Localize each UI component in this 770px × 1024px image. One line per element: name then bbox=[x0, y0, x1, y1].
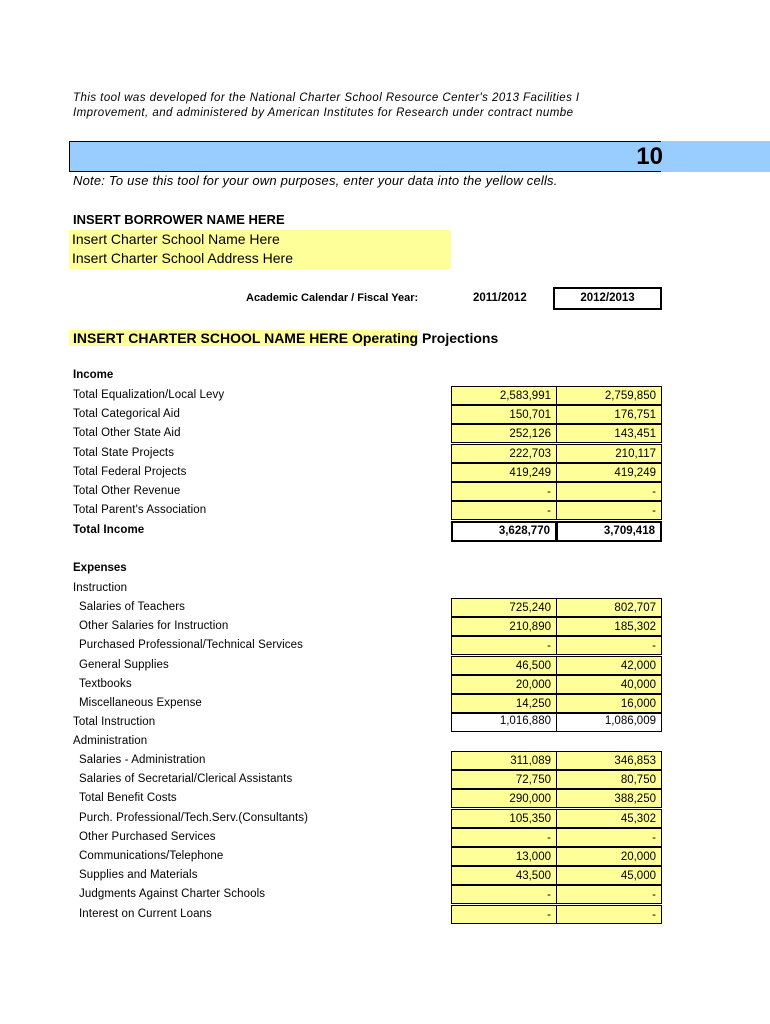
row-label: Other Salaries for Instruction bbox=[79, 620, 229, 633]
row-label: Total Other Revenue bbox=[73, 485, 181, 497]
row-label: Miscellaneous Expense bbox=[79, 697, 202, 709]
total-cell-year-1: 1,016,880 bbox=[451, 713, 557, 732]
value-cell-year-2[interactable]: 388,250 bbox=[556, 789, 662, 808]
row-label: Total State Projects bbox=[73, 446, 175, 459]
row-label: Supplies and Materials bbox=[79, 869, 198, 882]
value-cell-year-1[interactable]: 105,350 bbox=[451, 809, 557, 828]
value-cell-year-1[interactable]: - bbox=[451, 905, 557, 924]
year-2-header[interactable]: 2012/2013 bbox=[553, 287, 662, 310]
value-cell-year-1[interactable]: - bbox=[451, 828, 557, 847]
row-label: Other Purchased Services bbox=[79, 830, 216, 843]
calendar-label: Academic Calendar / Fiscal Year: bbox=[246, 292, 419, 304]
value-cell-year-1[interactable]: 2,583,991 bbox=[451, 386, 557, 405]
value-cell-year-1[interactable]: 14,250 bbox=[451, 694, 557, 713]
value-cell-year-2[interactable]: - bbox=[556, 905, 662, 924]
row-label: Textbooks bbox=[79, 677, 132, 690]
value-cell-year-2[interactable]: 42,000 bbox=[556, 656, 662, 675]
expenses-header: Expenses bbox=[73, 562, 127, 574]
intro-line-2: Improvement, and administered by American Institutes for Research under contract numbe bbox=[73, 107, 574, 119]
borrower-title: INSERT BORROWER NAME HERE bbox=[73, 212, 285, 227]
row-label: Judgments Against Charter Schools bbox=[79, 888, 266, 901]
value-cell-year-2[interactable]: 210,117 bbox=[556, 444, 662, 463]
total-cell-year-1: 3,628,770 bbox=[451, 521, 557, 542]
value-cell-year-1[interactable]: 43,500 bbox=[451, 866, 557, 885]
row-label: Total Equalization/Local Levy bbox=[73, 389, 225, 401]
total-cell-year-2: 3,709,418 bbox=[556, 521, 662, 542]
note-text: Note: To use this tool for your own purposes, enter your data into the yellow cells. bbox=[73, 173, 558, 188]
row-label: Total Federal Projects bbox=[73, 465, 187, 478]
year-1-header: 2011/2012 bbox=[473, 292, 527, 304]
value-cell-year-2[interactable]: - bbox=[556, 828, 662, 847]
value-cell-year-1[interactable]: 13,000 bbox=[451, 847, 557, 866]
value-cell-year-2[interactable]: 802,707 bbox=[556, 598, 662, 617]
banner-number: 10 bbox=[636, 143, 663, 170]
value-cell-year-2[interactable]: 20,000 bbox=[556, 847, 662, 866]
row-label: Purchased Professional/Technical Services bbox=[79, 639, 303, 652]
intro-line-1: This tool was developed for the National Charter School Resource Center's 2013 Facilities I bbox=[73, 92, 580, 104]
value-cell-year-1[interactable]: - bbox=[451, 501, 557, 520]
value-cell-year-2[interactable]: 2,759,850 bbox=[556, 386, 662, 405]
value-cell-year-2[interactable]: 40,000 bbox=[556, 675, 662, 694]
row-label: Salaries - Administration bbox=[79, 754, 206, 766]
section-title bbox=[69, 328, 498, 348]
value-cell-year-1[interactable]: 419,249 bbox=[451, 463, 557, 482]
row-label: Salaries of Teachers bbox=[79, 601, 185, 613]
value-cell-year-1[interactable]: - bbox=[451, 885, 557, 904]
value-cell-year-1[interactable]: 725,240 bbox=[451, 598, 557, 617]
value-cell-year-2[interactable]: 45,000 bbox=[556, 866, 662, 885]
school-address-cell[interactable]: Insert Charter School Address Here bbox=[69, 249, 451, 269]
value-cell-year-2[interactable]: - bbox=[556, 636, 662, 655]
value-cell-year-1[interactable]: 46,500 bbox=[451, 656, 557, 675]
value-cell-year-1[interactable]: 150,701 bbox=[451, 405, 557, 424]
row-label: General Supplies bbox=[79, 658, 169, 671]
value-cell-year-1[interactable]: - bbox=[451, 482, 557, 501]
row-label: Salaries of Secretarial/Clerical Assistants bbox=[79, 773, 293, 786]
row-label: Purch. Professional/Tech.Serv.(Consultants) bbox=[79, 811, 309, 824]
income-header: Income bbox=[73, 369, 114, 381]
value-cell-year-1[interactable]: 72,750 bbox=[451, 770, 557, 789]
value-cell-year-2[interactable]: - bbox=[556, 885, 662, 904]
row-label: Total Parent's Association bbox=[73, 504, 207, 517]
value-cell-year-2[interactable]: 80,750 bbox=[556, 770, 662, 789]
value-cell-year-2[interactable]: 143,451 bbox=[556, 424, 662, 443]
value-cell-year-1[interactable]: - bbox=[451, 636, 557, 655]
value-cell-year-1[interactable]: 290,000 bbox=[451, 789, 557, 808]
total-cell-year-2: 1,086,009 bbox=[556, 713, 662, 732]
banner-extension bbox=[661, 141, 770, 172]
instruction-header: Instruction bbox=[73, 582, 128, 594]
value-cell-year-1[interactable]: 311,089 bbox=[451, 751, 557, 770]
row-label: Communications/Telephone bbox=[79, 850, 224, 862]
section-title-rest: Projections bbox=[418, 330, 499, 346]
value-cell-year-2[interactable]: 419,249 bbox=[556, 463, 662, 482]
value-cell-year-1[interactable]: 222,703 bbox=[451, 444, 557, 463]
row-label: Total Categorical Aid bbox=[73, 408, 180, 421]
value-cell-year-2[interactable]: 45,302 bbox=[556, 809, 662, 828]
row-label: Interest on Current Loans bbox=[79, 907, 212, 920]
section-title-highlight[interactable]: INSERT CHARTER SCHOOL NAME HERE Operating bbox=[69, 330, 418, 346]
total-label: Total Income bbox=[73, 524, 145, 536]
value-cell-year-2[interactable]: 16,000 bbox=[556, 694, 662, 713]
administration-header: Administration bbox=[73, 735, 148, 747]
value-cell-year-2[interactable]: - bbox=[556, 501, 662, 520]
value-cell-year-2[interactable]: 185,302 bbox=[556, 617, 662, 636]
school-name-cell[interactable]: Insert Charter School Name Here bbox=[69, 230, 451, 249]
value-cell-year-1[interactable]: 20,000 bbox=[451, 675, 557, 694]
value-cell-year-1[interactable]: 210,890 bbox=[451, 617, 557, 636]
row-label: Total Other State Aid bbox=[73, 427, 181, 440]
value-cell-year-2[interactable]: - bbox=[556, 482, 662, 501]
value-cell-year-2[interactable]: 346,853 bbox=[556, 751, 662, 770]
value-cell-year-1[interactable]: 252,126 bbox=[451, 424, 557, 443]
total-label: Total Instruction bbox=[73, 716, 156, 728]
value-cell-year-2[interactable]: 176,751 bbox=[556, 405, 662, 424]
row-label: Total Benefit Costs bbox=[79, 792, 177, 805]
